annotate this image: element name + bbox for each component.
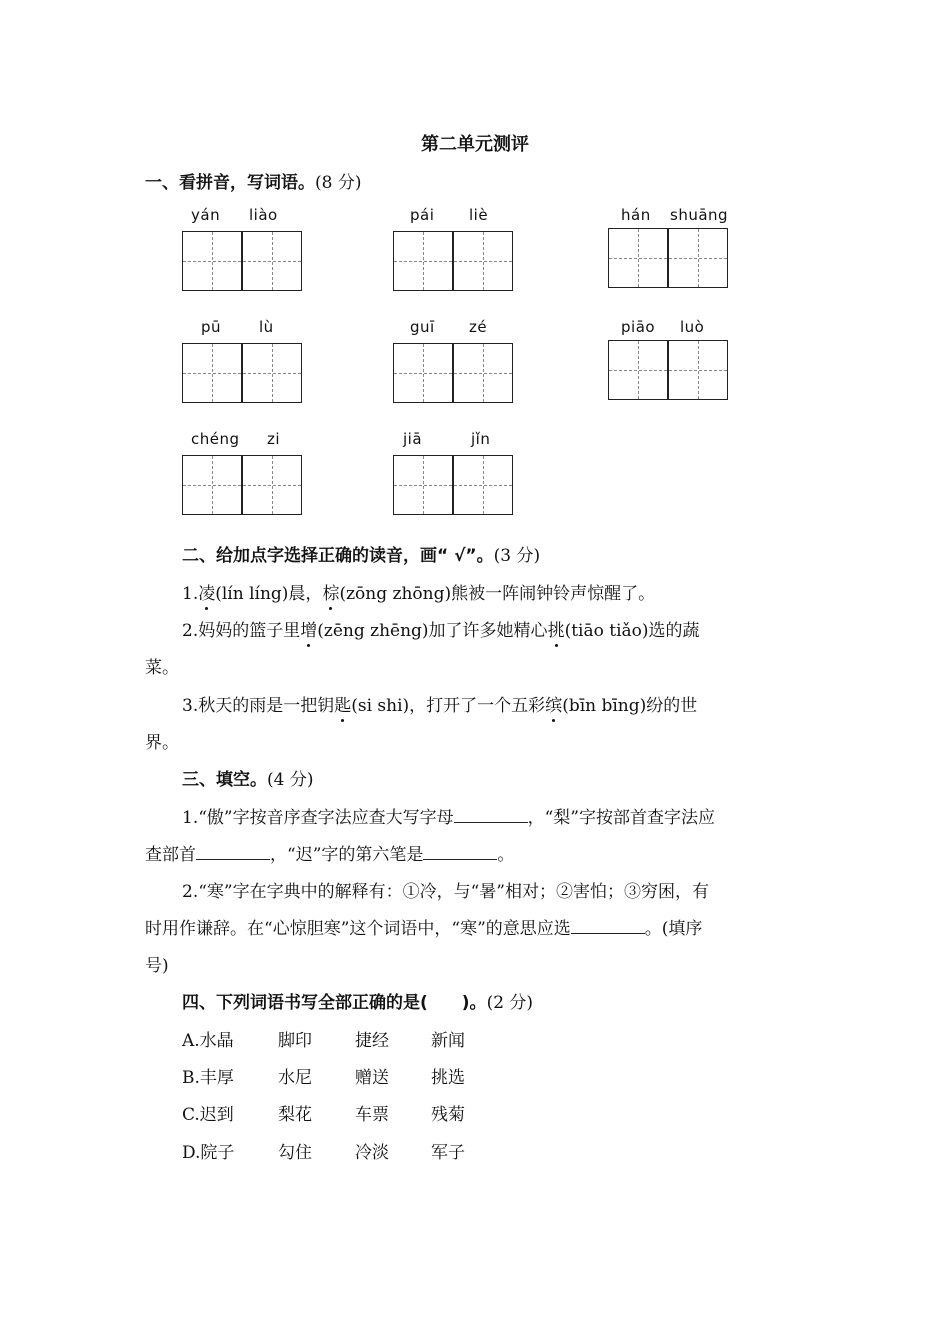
option-a-label[interactable]: A.水晶 <box>182 1031 234 1051</box>
option-word: 车票 <box>355 1105 389 1125</box>
text: ，“梨”字按部首查字法应 <box>527 808 715 828</box>
text: (lín líng)晨， <box>215 584 323 604</box>
dotted-char: 增 <box>300 621 318 641</box>
writing-box[interactable] <box>668 228 728 288</box>
option-word: 赠送 <box>355 1068 389 1088</box>
answer-blank[interactable] <box>454 808 528 823</box>
q2-sentence-2 <box>182 616 700 641</box>
text: 。(填序 <box>644 919 703 939</box>
q2-sentence-3-cont: 界。 <box>145 733 179 753</box>
answer-blank[interactable] <box>423 845 497 860</box>
writing-box[interactable] <box>242 343 302 403</box>
writing-box[interactable] <box>182 231 242 291</box>
dotted-char: 凌 <box>198 584 216 604</box>
q2-score: (3 分) <box>493 546 541 566</box>
option-word: 捷经 <box>355 1031 389 1051</box>
text: 时用作谦辞。在“心惊胆寒”这个词语中，“寒”的意思应选 <box>145 919 571 939</box>
q3-line-1 <box>182 803 715 828</box>
writing-box[interactable] <box>453 455 513 515</box>
q4-heading <box>182 988 533 1013</box>
option-word: 新闻 <box>431 1031 465 1051</box>
pinyin: chéng <box>191 430 240 448</box>
pinyin: liào <box>249 206 278 224</box>
option-word: 梨花 <box>278 1105 312 1125</box>
text: (si shi)，打开了一个五彩 <box>351 696 546 716</box>
pinyin: piāo <box>621 318 656 336</box>
q3-line-4 <box>145 914 702 939</box>
text: 查部首 <box>145 845 196 865</box>
pinyin: lù <box>259 318 274 336</box>
q1-score: (8 分) <box>315 173 362 193</box>
q2-sentence-3 <box>182 691 697 716</box>
pinyin: pái <box>410 206 435 224</box>
text: (bīn bīng)纷的世 <box>562 696 698 716</box>
q4-heading-text: 四、下列词语书写全部正确的是( <box>182 993 428 1013</box>
writing-box[interactable] <box>453 231 513 291</box>
option-c-label[interactable]: C.迟到 <box>182 1105 234 1125</box>
option-word: 挑选 <box>431 1068 465 1088</box>
pinyin: yán <box>191 206 221 224</box>
option-word: 水尼 <box>278 1068 312 1088</box>
text: (tiāo tiǎo)选的蔬 <box>564 621 700 641</box>
pinyin: pū <box>201 318 222 336</box>
pinyin: jǐn <box>471 430 491 448</box>
writing-box[interactable] <box>608 228 668 288</box>
q4-heading-end: )。 <box>461 993 487 1013</box>
q2-heading <box>182 541 540 566</box>
text: 2.妈妈的篮子里 <box>182 621 301 641</box>
q4-score: (2 分) <box>486 993 534 1013</box>
writing-box[interactable] <box>393 343 453 403</box>
option-word: 脚印 <box>278 1031 312 1051</box>
pinyin: liè <box>469 206 489 224</box>
writing-box[interactable] <box>182 343 242 403</box>
text: 3.秋天的雨是一把钥 <box>182 696 335 716</box>
pinyin: luò <box>680 318 705 336</box>
q2-heading-text: 二、给加点字选择正确的读音，画“ √”。 <box>182 546 494 566</box>
pinyin: guī <box>410 318 435 336</box>
pinyin: zi <box>267 430 281 448</box>
q3-heading <box>182 765 313 790</box>
q2-sentence-1 <box>182 579 655 604</box>
option-word: 残菊 <box>431 1105 465 1125</box>
dotted-char: 挑 <box>547 621 565 641</box>
writing-box[interactable] <box>182 455 242 515</box>
q1-heading-text: 一、看拼音，写词语。 <box>145 173 315 193</box>
option-d-label[interactable]: D.院子 <box>182 1143 235 1163</box>
page-title: 第二单元测评 <box>421 134 529 155</box>
answer-blank[interactable] <box>196 845 270 860</box>
q3-heading-text: 三、填空。 <box>182 770 267 790</box>
pinyin: jiā <box>403 430 423 448</box>
option-word: 冷淡 <box>355 1143 389 1163</box>
text: 1.“傲”字按音序查字法应查大写字母 <box>182 808 454 828</box>
q3-line-5: 号) <box>145 956 169 976</box>
q3-score: (4 分) <box>267 770 314 790</box>
text: (zōng zhōng)熊被一阵闹钟铃声惊醒了。 <box>339 584 656 604</box>
q3-line-2 <box>145 840 514 865</box>
text: 1. <box>182 584 199 604</box>
text: 。 <box>497 845 515 865</box>
q3-line-3: 2.“寒”字在字典中的解释有：①冷，与“暑”相对；②害怕；③穷困，有 <box>182 882 709 902</box>
pinyin: shuāng <box>670 206 729 224</box>
q2-sentence-2-cont: 菜。 <box>145 658 179 678</box>
writing-box[interactable] <box>393 455 453 515</box>
option-word: 勾住 <box>278 1143 312 1163</box>
writing-box[interactable] <box>242 231 302 291</box>
option-b-label[interactable]: B.丰厚 <box>182 1068 234 1088</box>
option-word: 军子 <box>431 1143 465 1163</box>
writing-box[interactable] <box>608 340 668 400</box>
writing-box[interactable] <box>242 455 302 515</box>
q1-heading <box>145 168 361 193</box>
dotted-char: 棕 <box>322 584 340 604</box>
writing-box[interactable] <box>668 340 728 400</box>
writing-box[interactable] <box>393 231 453 291</box>
pinyin: zé <box>469 318 488 336</box>
dotted-char: 缤 <box>545 696 563 716</box>
text: ，“迟”字的第六笔是 <box>270 845 424 865</box>
answer-blank[interactable] <box>571 919 645 934</box>
pinyin: hán <box>621 206 651 224</box>
writing-box[interactable] <box>453 343 513 403</box>
dotted-char: 匙 <box>334 696 352 716</box>
text: (zēng zhēng)加了许多她精心 <box>317 621 548 641</box>
